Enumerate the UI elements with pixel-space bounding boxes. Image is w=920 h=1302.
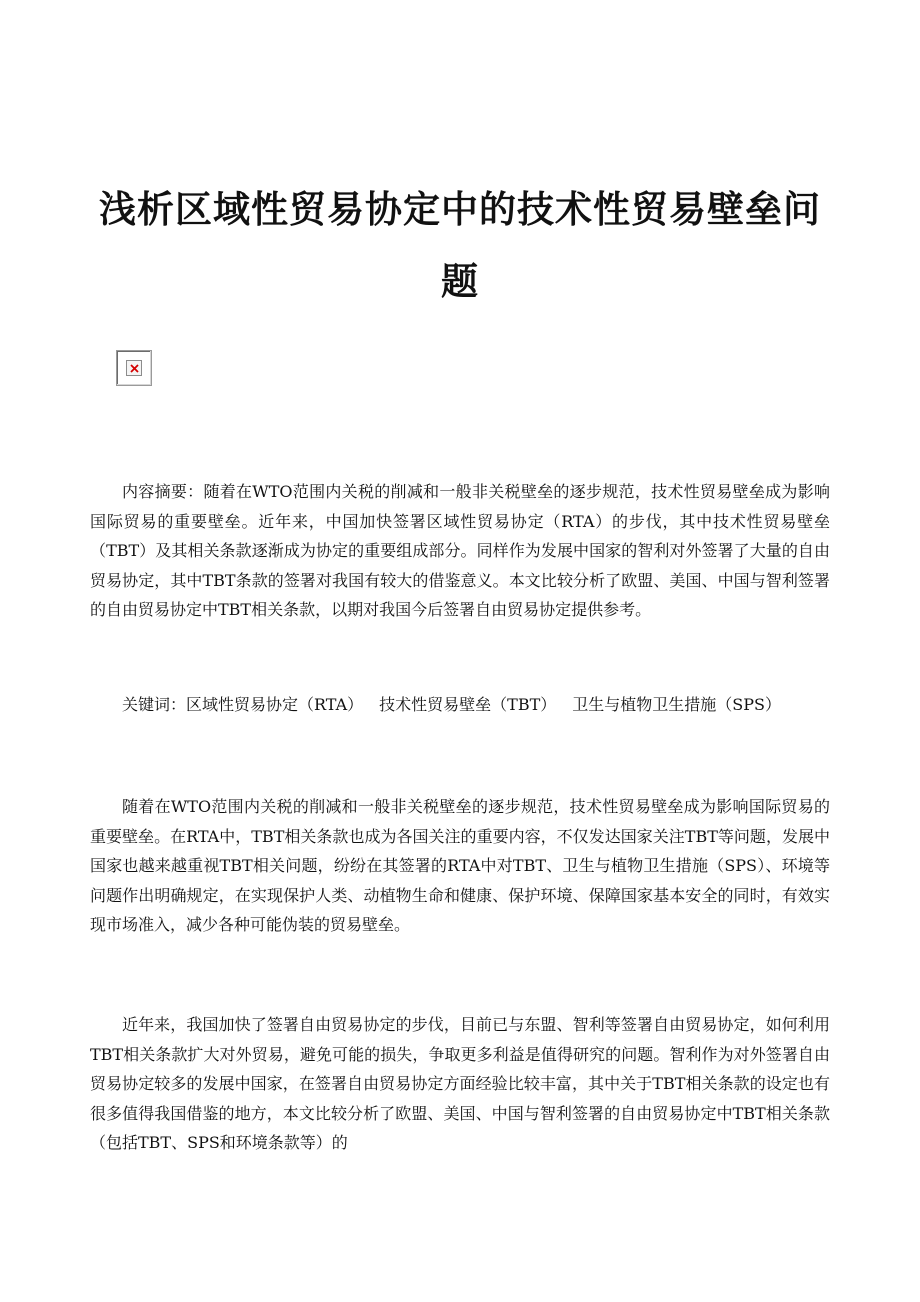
- keyword-item: 区域性贸易协定（RTA）: [186, 695, 364, 714]
- abstract-text: 随着在WTO范围内关税的削减和一般非关税壁垒的逐步规范，技术性贸易壁垒成为影响国际贸易的重要壁垒。近年来，中国加快签署区域性贸易协定（RTA）的步伐，其中技术性贸易壁垒（TBT）及其相关条款逐渐成为协定的重要组成部分。同样作为发展中国家的智利对外签署了大量的自由贸易协定，其中TBT条款的签署对我国有较大的借鉴意义。本文比较分析了欧盟、美国、中国与智利签署的自由贸易协定中TBT相关条款，以期对我国今后签署自由贸易协定提供参考。: [90, 482, 830, 619]
- keywords-paragraph: [90, 690, 830, 720]
- body-paragraph: 随着在WTO范围内关税的削减和一般非关税壁垒的逐步规范，技术性贸易壁垒成为影响国际贸易的重要壁垒。在RTA中，TBT相关条款也成为各国关注的重要内容，不仅发达国家关注TBT等问题，发展中国家也越来越重视TBT相关问题，纷纷在其签署的RTA中对TBT、卫生与植物卫生措施（SPS）、环境等问题作出明确规定，在实现保护人类、动植物生命和健康、保护环境、保障国家基本安全的同时，有效实现市场准入，减少各种可能伪装的贸易壁垒。: [90, 797, 830, 934]
- document-title: [60, 173, 860, 317]
- title-line-2: 题: [441, 259, 479, 303]
- title-line-1: 浅析区域性贸易协定中的技术性贸易壁垒问: [99, 187, 821, 231]
- body-paragraph: 近年来，我国加快了签署自由贸易协定的步伐，目前已与东盟、智利等签署自由贸易协定，如何利用TBT相关条款扩大对外贸易，避免可能的损失，争取更多利益是值得研究的问题。智利作为对外签署自由贸易协定较多的发展中国家，在签署自由贸易协定方面经验比较丰富，其中关于TBT相关条款的设定也有很多值得我国借鉴的地方，本文比较分析了欧盟、美国、中国与智利签署的自由贸易协定中TBT相关条款（包括TBT、SPS和环境条款等）的: [90, 1015, 830, 1152]
- red-x-icon: [130, 364, 139, 373]
- keyword-item: 技术性贸易壁垒（TBT）: [379, 695, 557, 714]
- broken-image-icon: [116, 350, 152, 386]
- abstract-label: 内容摘要：: [122, 482, 204, 501]
- broken-image-frame: [126, 360, 142, 376]
- abstract-paragraph: [90, 477, 830, 625]
- keywords-label: 关键词：: [122, 695, 187, 714]
- keyword-item: 卫生与植物卫生措施（SPS）: [572, 695, 781, 714]
